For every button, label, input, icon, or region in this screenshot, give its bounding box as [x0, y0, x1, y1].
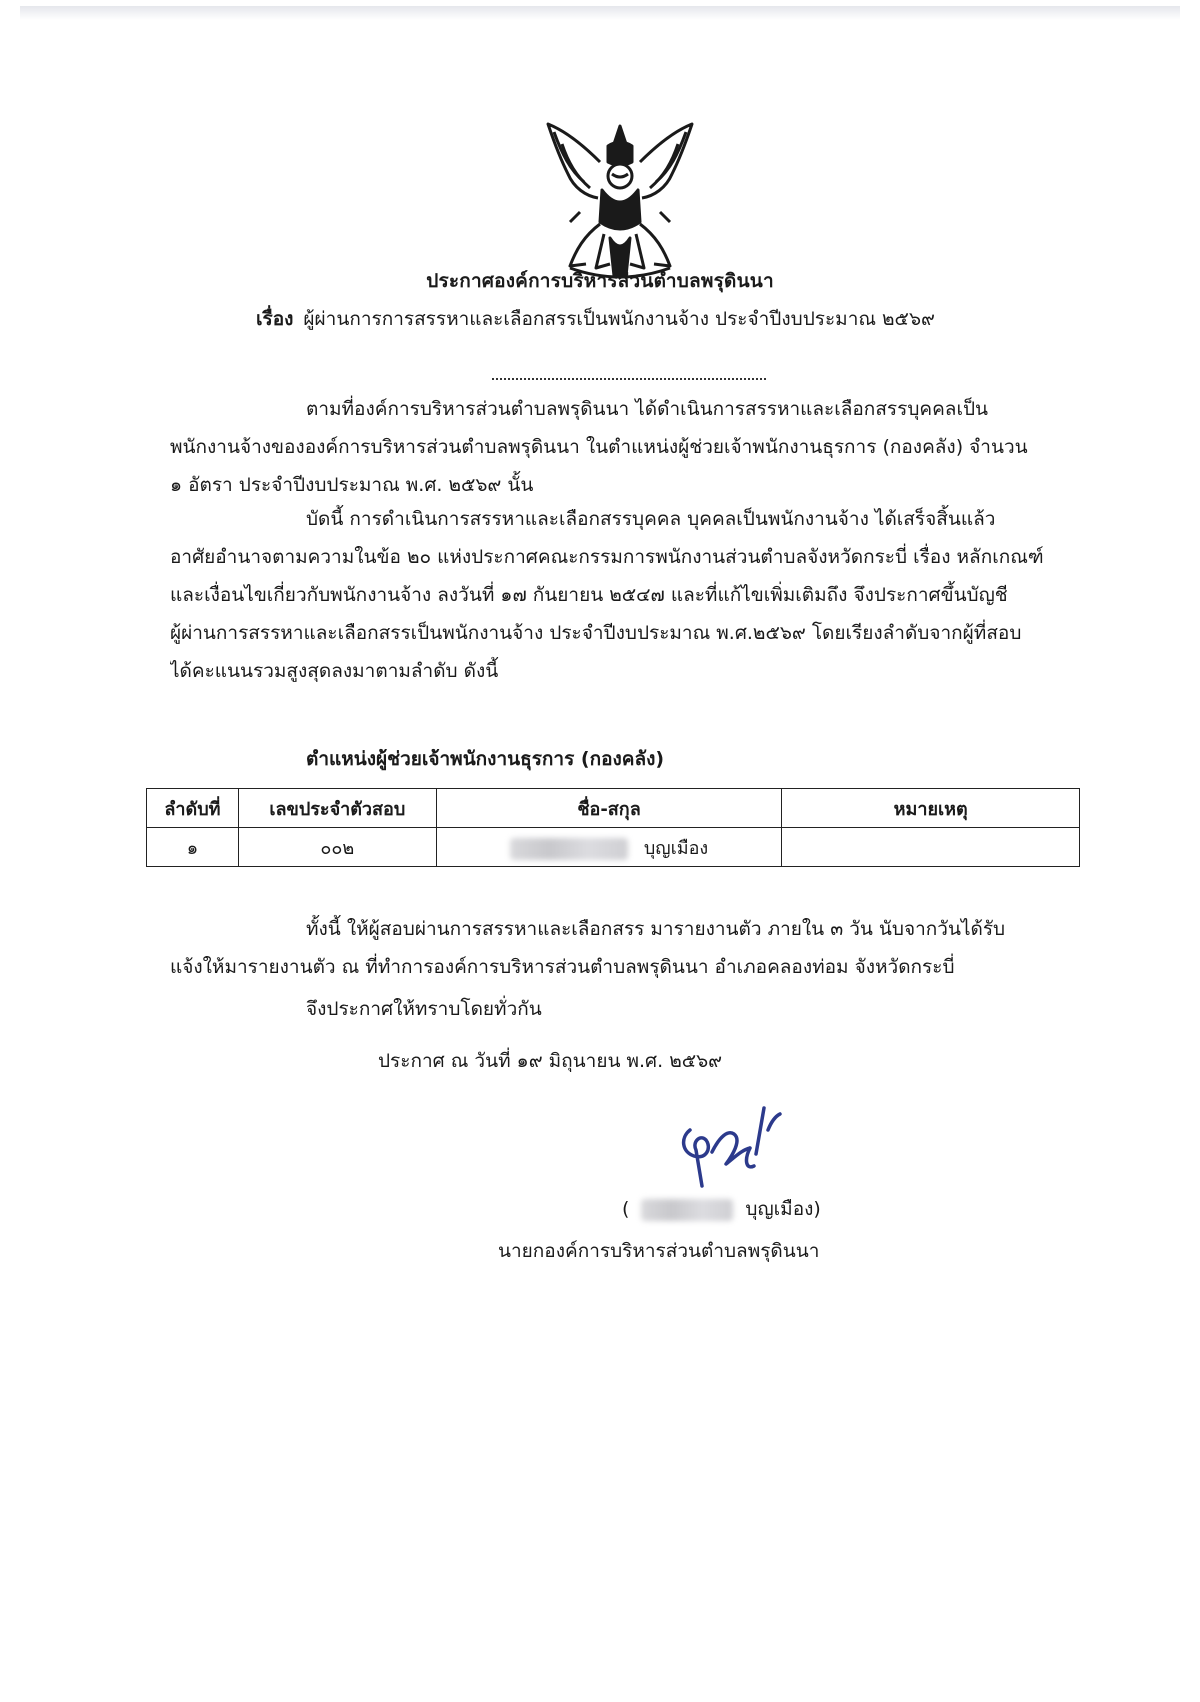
col-header-remark: หมายเหตุ	[782, 789, 1080, 828]
paragraph-line: ตามที่องค์การบริหารส่วนตำบลพรุดินนา ได้ดำเนินการสรรหาและเลือกสรรบุคคลเป็น	[306, 398, 988, 420]
redacted-signer-first-name	[641, 1199, 733, 1221]
announcement-title: ประกาศองค์การบริหารส่วนตำบลพรุดินนา	[426, 270, 774, 292]
redacted-first-name	[510, 838, 628, 860]
col-header-rank: ลำดับที่	[147, 789, 239, 828]
garuda-emblem-icon	[540, 118, 700, 288]
subject-line	[256, 304, 1056, 334]
paragraph-line: ผู้ผ่านการสรรหาและเลือกสรรเป็นพนักงานจ้าง ประจำปีงบประมาณ พ.ศ.๒๕๖๙ โดยเรียงลำดับจากผู้ที่สอบ	[170, 622, 1022, 644]
cell-surname: บุญเมือง	[643, 837, 709, 859]
paragraph-line: และเงื่อนไขเกี่ยวกับพนักงานจ้าง ลงวันที่ ๑๗ กันยายน ๒๕๔๗ และที่แก้ไขเพิ่มเติมถึง จึงประกาศขึ้นบัญชี	[170, 584, 1008, 606]
subject-label: เรื่อง	[256, 308, 294, 330]
cell-exam-id: ๐๐๒	[238, 828, 436, 867]
signer-open-paren: (	[622, 1198, 630, 1220]
paragraph-4	[170, 990, 1088, 1028]
col-header-name: ชื่อ-สกุล	[436, 789, 782, 828]
paragraph-line: ได้คะแนนรวมสูงสุดลงมาตามลำดับ ดังนี้	[170, 660, 499, 682]
cell-rank: ๑	[147, 828, 239, 867]
results-table	[146, 788, 1080, 867]
signature-image	[672, 1090, 792, 1200]
signer-title: นายกองค์การบริหารส่วนตำบลพรุดินนา	[498, 1240, 820, 1262]
cell-name	[436, 828, 782, 867]
dotted-divider	[492, 378, 766, 380]
paragraph-line: แจ้งให้มารายงานตัว ณ ที่ทำการองค์การบริหารส่วนตำบลพรุดินนา อำเภอคลองท่อม จังหวัดกระบี่	[170, 956, 955, 978]
position-title: ตำแหน่งผู้ช่วยเจ้าพนักงานธุรการ (กองคลัง)	[306, 748, 665, 770]
paragraph-line: ทั้งนี้ ให้ผู้สอบผ่านการสรรหาและเลือกสรร มารายงานตัว ภายใน ๓ วัน นับจากวันได้รับ	[306, 918, 1006, 940]
paragraph-line: บัดนี้ การดำเนินการสรรหาและเลือกสรรบุคคล บุคคลเป็นพนักงานจ้าง ได้เสร็จสิ้นแล้ว	[306, 508, 996, 530]
paragraph-line: พนักงานจ้างขององค์การบริหารส่วนตำบลพรุดินนา ในตำแหน่งผู้ช่วยเจ้าพนักงานธุรการ (กองคลัง) จำนวน	[170, 436, 1028, 458]
paragraph-2	[170, 500, 1088, 690]
paragraph-line: ๑ อัตรา ประจำปีงบประมาณ พ.ศ. ๒๕๖๙ นั้น	[170, 474, 534, 496]
signer-name	[622, 1194, 821, 1224]
scan-edge-artifact	[20, 6, 1180, 20]
announcement-date: ประกาศ ณ วันที่ ๑๙ มิถุนายน พ.ศ. ๒๕๖๙	[378, 1050, 723, 1072]
paragraph-1	[170, 390, 1088, 504]
signer-surname: บุญเมือง)	[745, 1198, 821, 1220]
col-header-exam-id: เลขประจำตัวสอบ	[238, 789, 436, 828]
paragraph-3	[170, 910, 1088, 986]
table-row	[147, 828, 1080, 867]
cell-remark	[782, 828, 1080, 867]
paragraph-line: จึงประกาศให้ทราบโดยทั่วกัน	[306, 998, 542, 1020]
table-header-row	[147, 789, 1080, 828]
subject-text: ผู้ผ่านการการสรรหาและเลือกสรรเป็นพนักงานจ้าง ประจำปีงบประมาณ ๒๕๖๙	[303, 308, 935, 330]
paragraph-line: อาศัยอำนาจตามความในข้อ ๒๐ แห่งประกาศคณะกรรมการพนักงานส่วนตำบลจังหวัดกระบี่ เรื่อง หลักเกณฑ์	[170, 546, 1044, 568]
